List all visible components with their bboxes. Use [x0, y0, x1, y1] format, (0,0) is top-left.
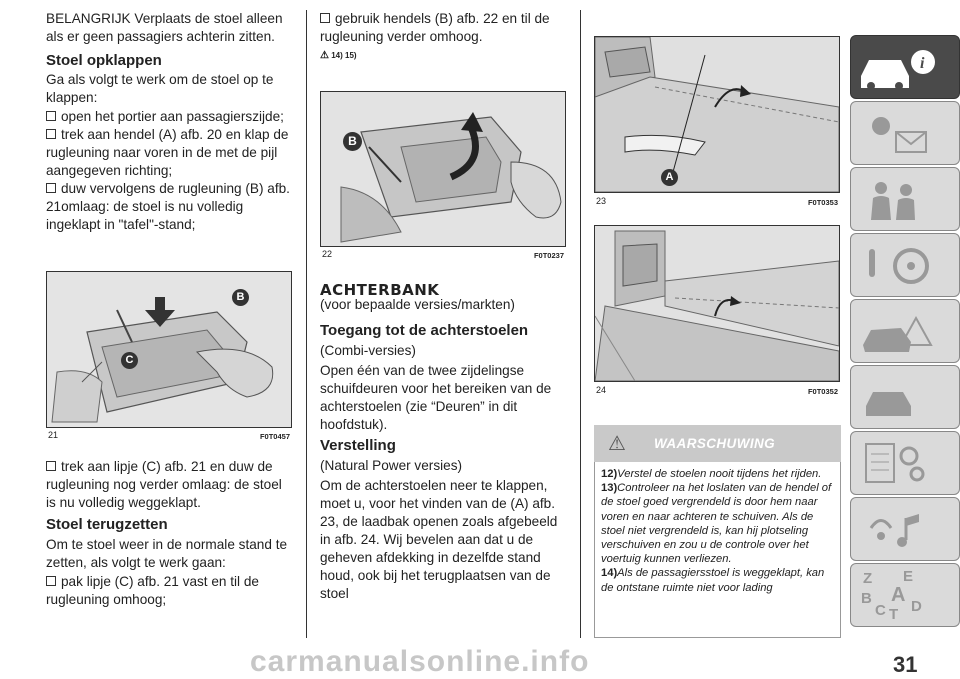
access-sub: (Combi-versies)	[320, 343, 416, 358]
checkbox-bullet-icon	[46, 183, 56, 193]
maintenance-icon	[851, 366, 959, 428]
warning-triangle-icon: ⚠	[608, 433, 626, 455]
tab-maintenance[interactable]	[850, 365, 960, 429]
svg-text:i: i	[920, 55, 925, 72]
warning-triangle-icon: ⚠	[320, 50, 329, 61]
step-3: duw vervolgens de rugleuning (B) afb. 21omlaag: de stoel is nu volledig ingeklapt in "tafel"-stand;	[46, 181, 290, 232]
figure-23-number: 23	[596, 196, 607, 206]
car-info-icon	[851, 36, 959, 98]
technical-data-icon	[851, 432, 959, 494]
tab-technical-data[interactable]	[850, 431, 960, 495]
adjust-sub: (Natural Power versies)	[320, 458, 463, 473]
warning-title: WAARSCHUWING	[654, 436, 776, 451]
tab-index[interactable]	[850, 563, 960, 627]
seat-raise-illustration	[321, 92, 565, 246]
fold-intro: Ga als volgt te werk om de stoel op te klappen:	[46, 72, 274, 105]
step-6: gebruik hendels (B) afb. 22 en til de rugleuning verder omhoog.	[320, 11, 550, 44]
checkbox-bullet-icon	[46, 461, 56, 471]
heading-access: Toegang tot de achterstoelen	[320, 322, 529, 339]
cargo-floor-illustration	[595, 37, 839, 192]
dashboard-lights-icon	[851, 102, 959, 164]
warning-14: 14)Als de passagiersstoel is weggeklapt, kan de ontstane ruimte niet voor lading	[601, 567, 825, 594]
intro-note: BELANGRIJK Verplaats de stoel alleen als er geen passagiers achterin zitten.	[46, 11, 283, 44]
figure-24-number: 24	[596, 385, 607, 395]
rear-seat-sub: (voor bepaalde versies/markten)	[320, 297, 515, 312]
column-divider	[580, 10, 581, 638]
heading-rear-seat: ACHTERBANK	[320, 281, 440, 299]
warning-body	[594, 462, 841, 638]
figure-23-code: F0T0353	[807, 198, 838, 207]
step-4: trek aan lipje (C) afb. 21 en duw de rugleuning nog verder omlaag: de stoel is nu volledig weggeklapt.	[46, 459, 282, 510]
safety-icon	[851, 168, 959, 230]
tab-emergency[interactable]	[850, 299, 960, 363]
starting-driving-icon	[851, 234, 959, 296]
step-1: open het portier aan passagierszijde;	[46, 108, 294, 126]
tab-starting-driving[interactable]	[850, 233, 960, 297]
step-5: pak lipje (C) afb. 21 vast en til de rugleuning omhoog;	[46, 574, 259, 607]
checkbox-bullet-icon	[46, 576, 56, 586]
heading-adjust: Verstelling	[320, 437, 396, 454]
index-icon: Z E B A C T D	[861, 568, 922, 623]
callout-c: C	[121, 352, 138, 369]
step-2: trek aan hendel (A) afb. 20 en klap de rugleuning naar voren in de met de pijl aangegeven richting;	[46, 127, 289, 178]
heading-back: Stoel terugzetten	[46, 516, 168, 533]
tab-safety[interactable]	[850, 167, 960, 231]
checkbox-bullet-icon	[46, 129, 56, 139]
figure-24	[594, 225, 840, 382]
callout-b: B	[343, 132, 362, 151]
figure-21	[46, 271, 292, 428]
watermark: carmanualsonline.info	[250, 645, 590, 678]
access-text: Open één van de twee zijdelingse schuifdeuren voor het bereiken van de achterstoelen (zie “Deuren” in dit hoofdstuk).	[320, 363, 552, 432]
heading-fold: Stoel opklappen	[46, 52, 162, 69]
adjust-text: Om de achterstoelen neer te klappen, moet u, voor het vinden van de (A) afb. 23, de laadbak openen zoals afgebeeld in afb. 24. Wij bevelen aan dat u de geheven afdekking in dezelfde stand houd, ook bij het terugplaatsen van de stoel	[320, 478, 558, 601]
figure-23	[594, 36, 840, 193]
figure-24-code: F0T0352	[807, 387, 838, 396]
seat-folding-illustration	[47, 272, 291, 427]
page-number: 31	[893, 652, 918, 677]
warning-header	[594, 425, 841, 462]
callout-b: B	[232, 289, 249, 306]
figure-21-number: 21	[48, 430, 59, 440]
column-divider	[306, 10, 307, 638]
references: ⚠ 14) 15)	[320, 50, 357, 61]
figure-22-code: F0T0237	[533, 251, 564, 260]
back-intro: Om te stoel weer in de normale stand te zetten, als volgt te werk gaan:	[46, 537, 288, 570]
tab-multimedia[interactable]	[850, 497, 960, 561]
warning-13: 13)Controleer na het loslaten van de hendel of de stoel goed vergrendeld is door hem naar voren en naar achteren te schuiven. Als de stoel niet vergrendeld is, kan hij plotseling verschuiven en zou u de controle over het voertuig kunnen verliezen.	[601, 482, 832, 566]
multimedia-icon	[851, 498, 959, 560]
checkbox-bullet-icon	[320, 13, 330, 23]
callout-a: A	[661, 169, 678, 186]
cargo-open-illustration	[595, 226, 839, 381]
tab-dashboard-lights[interactable]	[850, 101, 960, 165]
figure-21-code: F0T0457	[259, 432, 290, 441]
checkbox-bullet-icon	[46, 111, 56, 121]
figure-22-number: 22	[322, 249, 333, 259]
warning-12: 12)Verstel de stoelen nooit tijdens het rijden.	[601, 468, 822, 480]
figure-22	[320, 91, 566, 247]
tab-car-info[interactable]	[850, 35, 960, 99]
emergency-icon	[851, 300, 959, 362]
